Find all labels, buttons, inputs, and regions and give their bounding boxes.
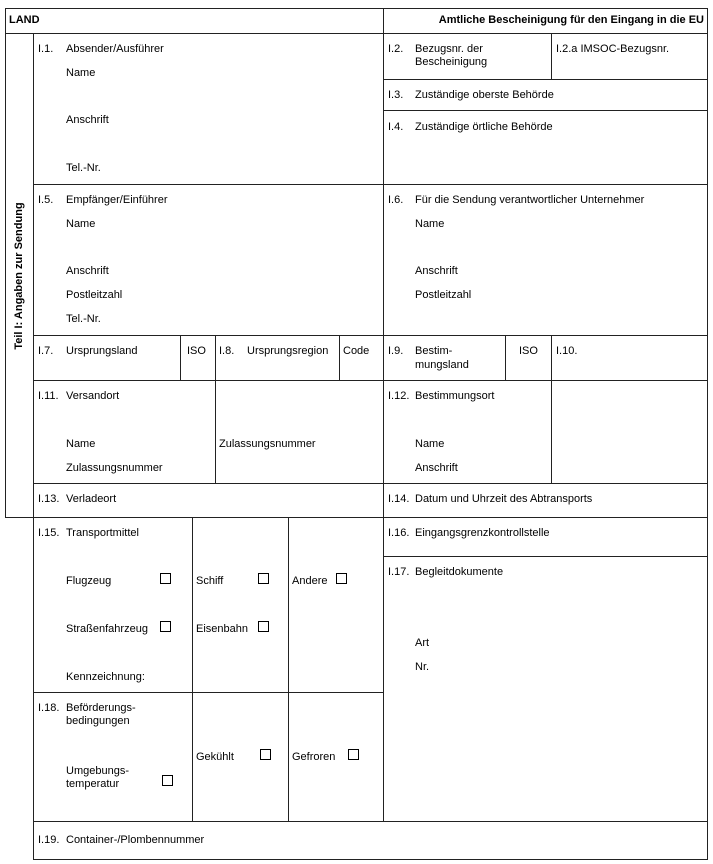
- i18-ambient-label-line2: temperatur: [66, 778, 120, 790]
- i6-number: I.6.: [388, 194, 404, 206]
- part-one-side-label: Teil I: Angaben zur Sendung: [13, 202, 25, 350]
- rule-i18-bottom: [33, 821, 707, 822]
- i2-label-line2: Bescheinigung: [415, 56, 488, 68]
- i1-phone-label: Tel.-Nr.: [66, 162, 101, 174]
- i4-label: Zuständige örtliche Behörde: [415, 121, 553, 133]
- i8-label: Ursprungsregion: [247, 345, 329, 357]
- rule-i16-bottom: [383, 556, 707, 557]
- i5-postcode-label: Postleitzahl: [66, 289, 123, 301]
- i16-label: Eingangsgrenzkontrollstelle: [415, 527, 550, 539]
- i5-name-label: Name: [66, 218, 96, 230]
- i3-label: Zuständige oberste Behörde: [415, 89, 554, 101]
- i5-number: I.5.: [38, 194, 54, 206]
- rule-i15-col2: [288, 517, 289, 821]
- i15-number: I.15.: [38, 527, 60, 539]
- i15-other-label: Andere: [292, 575, 328, 587]
- i15-rail-label: Eisenbahn: [196, 623, 248, 635]
- i10-number: I.10.: [556, 345, 578, 357]
- rule-right-outer: [707, 8, 708, 860]
- rule-i8-code: [339, 335, 340, 380]
- i15-id-label: Kennzeichnung:: [66, 671, 145, 683]
- i13-number: I.13.: [38, 493, 60, 505]
- i1-number: I.1.: [38, 43, 54, 55]
- i6-label: Für die Sendung verantwortlicher Unternehmer: [415, 194, 645, 206]
- i18-number: I.18.: [38, 702, 60, 714]
- i14-number: I.14.: [388, 493, 410, 505]
- i13-label: Verladeort: [66, 493, 117, 505]
- rule-header-bottom: [5, 33, 707, 34]
- i15-other-checkbox[interactable]: [336, 573, 347, 584]
- rule-i1-bottom: [33, 184, 707, 185]
- i11-label: Versandort: [66, 390, 120, 402]
- i9-label-line1: Bestim-: [415, 345, 453, 357]
- rule-top: [5, 8, 707, 9]
- i6-postcode-label: Postleitzahl: [415, 289, 472, 301]
- i5-address-label: Anschrift: [66, 265, 109, 277]
- i18-frozen-label: Gefroren: [292, 751, 336, 763]
- i12-address-label: Anschrift: [415, 462, 458, 474]
- rule-i7-bottom: [33, 380, 707, 381]
- i15-plane-checkbox[interactable]: [160, 573, 171, 584]
- i1-address-label: Anschrift: [66, 114, 109, 126]
- i12-number: I.12.: [388, 390, 410, 402]
- i7-label: Ursprungsland: [66, 345, 138, 357]
- i1-label: Absender/Ausführer: [66, 43, 164, 55]
- i11-approval-right-label: Zulassungsnummer: [219, 438, 316, 450]
- rule-i8-left: [215, 335, 216, 483]
- i18-chilled-checkbox[interactable]: [260, 749, 271, 760]
- i9-iso-label: ISO: [519, 345, 538, 357]
- i12-name-label: Name: [415, 438, 445, 450]
- i8-code-label: Code: [343, 345, 370, 357]
- rule-center: [383, 8, 384, 821]
- i19-label: Container-/Plombennummer: [66, 834, 205, 846]
- i14-label: Datum und Uhrzeit des Abtransports: [415, 493, 593, 505]
- i17-number: I.17.: [388, 566, 410, 578]
- rule-i2-bottom: [383, 79, 707, 80]
- i5-label: Empfänger/Einführer: [66, 194, 168, 206]
- rule-i5-bottom: [33, 335, 707, 336]
- i15-road-checkbox[interactable]: [160, 621, 171, 632]
- rule-i11-bottom: [33, 483, 707, 484]
- i15-label: Transportmittel: [66, 527, 139, 539]
- i15-plane-label: Flugzeug: [66, 575, 112, 587]
- i15-ship-label: Schiff: [196, 575, 224, 587]
- i12-label: Bestimmungsort: [415, 390, 495, 402]
- i4-number: I.4.: [388, 121, 404, 133]
- rule-i9-iso: [505, 335, 506, 380]
- i15-road-label: Straßenfahrzeug: [66, 623, 148, 635]
- i18-chilled-label: Gekühlt: [196, 751, 234, 763]
- i6-address-label: Anschrift: [415, 265, 458, 277]
- i11-approval-label: Zulassungsnummer: [66, 462, 163, 474]
- i18-label-line1: Beförderungs-: [66, 702, 136, 714]
- i7-number: I.7.: [38, 345, 54, 357]
- rule-i13-bottom: [5, 517, 707, 518]
- rule-left-inner: [33, 33, 34, 860]
- i17-number-label: Nr.: [415, 661, 430, 673]
- rule-bottom: [33, 859, 707, 860]
- i6-name-label: Name: [415, 218, 445, 230]
- i18-label-line2: bedingungen: [66, 715, 130, 727]
- i17-type-label: Art: [415, 637, 430, 649]
- i5-phone-label: Tel.-Nr.: [66, 313, 101, 325]
- i11-name-label: Name: [66, 438, 96, 450]
- i2a-label: I.2.a IMSOC-Bezugsnr.: [556, 43, 670, 55]
- rule-left-outer: [5, 8, 6, 517]
- i17-label: Begleitdokumente: [415, 566, 504, 578]
- i3-number: I.3.: [388, 89, 404, 101]
- i9-number: I.9.: [388, 345, 404, 357]
- rule-i7-iso: [180, 335, 181, 380]
- rule-i3-bottom: [383, 110, 707, 111]
- i15-ship-checkbox[interactable]: [258, 573, 269, 584]
- country-label: LAND: [9, 14, 40, 26]
- i18-ambient-checkbox[interactable]: [162, 775, 173, 786]
- i15-rail-checkbox[interactable]: [258, 621, 269, 632]
- i18-frozen-checkbox[interactable]: [348, 749, 359, 760]
- i2-label-line1: Bezugsnr. der: [415, 43, 483, 55]
- i11-number: I.11.: [38, 390, 59, 402]
- i16-number: I.16.: [388, 527, 410, 539]
- i8-number: I.8.: [219, 345, 235, 357]
- i1-name-label: Name: [66, 67, 96, 79]
- i9-label-line2: mungsland: [415, 359, 469, 371]
- i7-iso-label: ISO: [187, 345, 206, 357]
- rule-i15-bottom: [33, 692, 383, 693]
- certificate-title: Amtliche Bescheinigung für den Eingang in die EU: [438, 14, 704, 26]
- rule-i10-left: [551, 335, 552, 483]
- i19-number: I.19.: [38, 834, 60, 846]
- rule-i15-col1: [192, 517, 193, 821]
- rule-i2-divider: [551, 33, 552, 79]
- i2-number: I.2.: [388, 43, 404, 55]
- i18-ambient-label-line1: Umgebungs-: [66, 765, 129, 777]
